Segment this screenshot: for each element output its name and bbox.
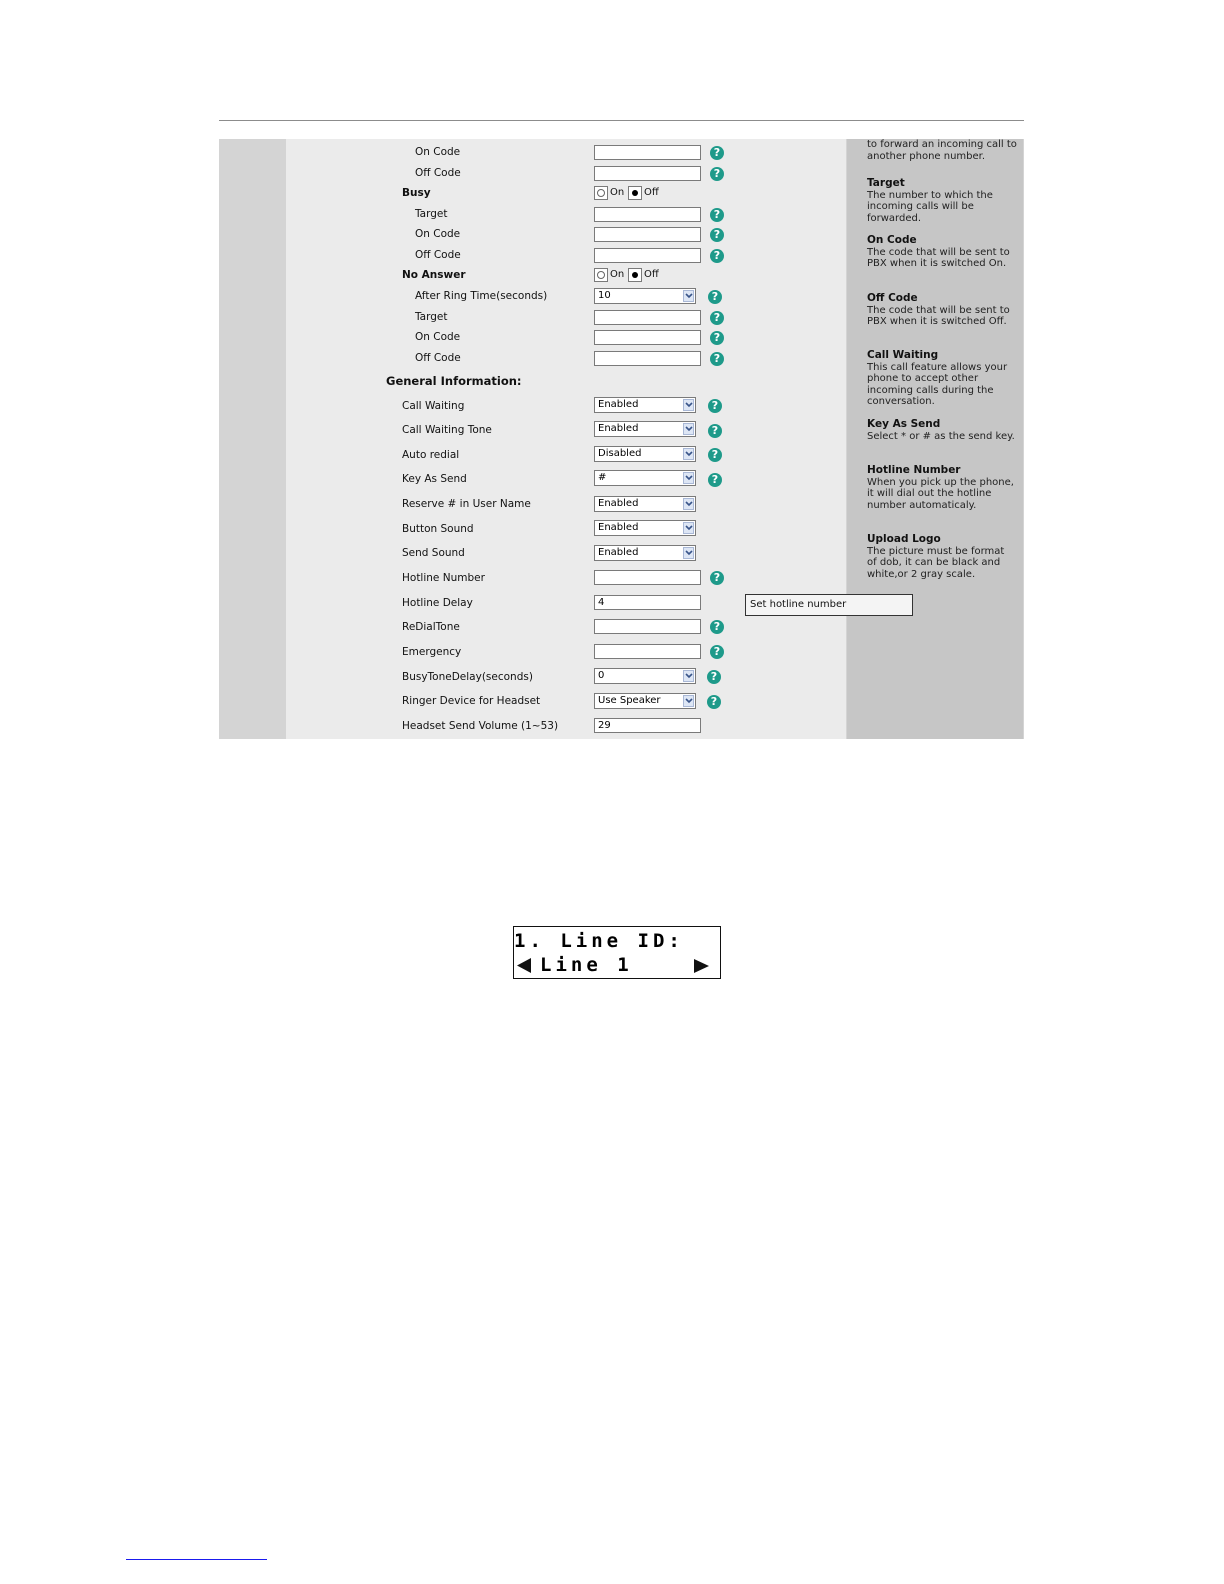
help-item-text: Select * or # as the send key. [867, 430, 1015, 442]
chevron-down-icon[interactable] [683, 522, 694, 534]
left-arrow-icon [516, 957, 532, 974]
forward-on-code-label: On Code [415, 146, 461, 158]
question-mark-icon[interactable]: ? [710, 208, 724, 222]
question-mark-icon[interactable]: ? [707, 695, 721, 709]
headset-send-volume-label: Headset Send Volume (1~53) [402, 720, 559, 732]
question-mark-icon[interactable]: ? [708, 473, 722, 487]
help-sidebar [847, 139, 1023, 739]
forward-off-code-label: Off Code [415, 167, 461, 179]
chevron-down-icon[interactable] [683, 547, 694, 559]
reserve-hash-label: Reserve # in User Name [402, 498, 531, 510]
call-waiting-value: Enabled [598, 399, 639, 410]
no-answer-target-label: Target [415, 311, 448, 323]
send-sound-select[interactable] [594, 545, 696, 561]
ringer-device-value: Use Speaker [598, 695, 661, 706]
help-item-call-waiting [867, 350, 1017, 408]
busy-radio-group [594, 186, 674, 200]
auto-redial-label: Auto redial [402, 449, 460, 461]
help-item-text: The code that will be sent to PBX when it is switched On. [867, 246, 1010, 269]
no-answer-off-radio[interactable] [628, 268, 642, 282]
help-item-title: Off Code [867, 292, 918, 304]
no-answer-radio-group [594, 268, 674, 282]
chevron-down-icon[interactable] [683, 670, 694, 682]
busy-tone-delay-select[interactable] [594, 668, 696, 684]
tooltip: Set hotline number [745, 594, 913, 616]
help-item-text: The picture must be format of dob, it can be black and white,or 2 gray scale. [867, 545, 1005, 580]
busy-label: Busy [402, 187, 431, 199]
help-item-target [867, 178, 1017, 224]
forward-on-code-input[interactable] [594, 145, 701, 160]
call-waiting-tone-value: Enabled [598, 423, 639, 434]
ringer-device-label: Ringer Device for Headset [402, 695, 541, 707]
button-sound-label: Button Sound [402, 523, 474, 535]
chevron-down-icon[interactable] [683, 448, 694, 460]
question-mark-icon[interactable]: ? [708, 290, 722, 304]
no-answer-off-label: Off [644, 269, 659, 280]
chevron-down-icon[interactable] [683, 399, 694, 411]
settings-form-panel [286, 139, 846, 739]
key-as-send-value: # [598, 472, 607, 483]
question-mark-icon[interactable]: ? [710, 352, 724, 366]
help-item-title: Call Waiting [867, 349, 939, 361]
call-waiting-tone-label: Call Waiting Tone [402, 424, 492, 436]
chevron-down-icon[interactable] [683, 498, 694, 510]
auto-redial-value: Disabled [598, 448, 642, 459]
busy-target-input[interactable] [594, 207, 701, 222]
lcd-line-1: 1. Line ID: [514, 930, 684, 952]
general-information-heading: General Information: [386, 374, 522, 388]
help-item-title: On Code [867, 234, 917, 246]
question-mark-icon[interactable]: ? [708, 399, 722, 413]
question-mark-icon[interactable]: ? [710, 620, 724, 634]
question-mark-icon[interactable]: ? [710, 228, 724, 242]
question-mark-icon[interactable]: ? [710, 167, 724, 181]
no-answer-off-code-label: Off Code [415, 352, 461, 364]
no-answer-label: No Answer [402, 269, 466, 281]
busy-on-radio[interactable] [594, 186, 608, 200]
busy-off-radio[interactable] [628, 186, 642, 200]
question-mark-icon[interactable]: ? [708, 424, 722, 438]
call-waiting-label: Call Waiting [402, 400, 465, 412]
call-waiting-select[interactable] [594, 397, 696, 413]
auto-redial-select[interactable] [594, 446, 696, 462]
busy-on-code-label: On Code [415, 228, 461, 240]
help-item-upload-logo [867, 534, 1017, 580]
send-sound-label: Send Sound [402, 547, 465, 559]
question-mark-icon[interactable]: ? [707, 670, 721, 684]
ringer-device-select[interactable] [594, 693, 696, 709]
after-ring-time-label: After Ring Time(seconds) [415, 290, 548, 302]
emergency-label: Emergency [402, 646, 462, 658]
question-mark-icon[interactable]: ? [710, 311, 724, 325]
lcd-display [513, 926, 721, 979]
help-item-title: Hotline Number [867, 464, 961, 476]
question-mark-icon[interactable]: ? [708, 448, 722, 462]
busy-on-code-input[interactable] [594, 227, 701, 242]
emergency-input[interactable] [594, 644, 701, 659]
busy-on-label: On [610, 187, 625, 198]
hotline-delay-input[interactable]: 4 [594, 595, 701, 610]
button-sound-value: Enabled [598, 522, 639, 533]
no-answer-on-code-input[interactable] [594, 330, 701, 345]
footer-link-underline[interactable] [126, 1559, 267, 1560]
help-item-title: Key As Send [867, 418, 941, 430]
redial-tone-input[interactable] [594, 619, 701, 634]
right-arrow-icon [693, 958, 710, 974]
no-answer-on-code-label: On Code [415, 331, 461, 343]
button-sound-select[interactable] [594, 520, 696, 536]
chevron-down-icon[interactable] [683, 695, 694, 707]
after-ring-time-value: 10 [598, 290, 611, 301]
help-intro-text: to forward an incoming call to another phone number. [867, 139, 1017, 162]
help-item-text: When you pick up the phone, it will dial out the hotline number automaticaly. [867, 476, 1014, 511]
reserve-hash-value: Enabled [598, 498, 639, 509]
help-item-title: Upload Logo [867, 533, 941, 545]
question-mark-icon[interactable]: ? [710, 249, 724, 263]
chevron-down-icon[interactable] [683, 290, 694, 302]
busy-target-label: Target [415, 208, 448, 220]
help-item-text: The code that will be sent to PBX when it is switched Off. [867, 304, 1010, 327]
after-ring-time-select[interactable] [594, 288, 696, 304]
no-answer-on-radio[interactable] [594, 268, 608, 282]
forward-off-code-input[interactable] [594, 166, 701, 181]
question-mark-icon[interactable]: ? [710, 331, 724, 345]
question-mark-icon[interactable]: ? [710, 645, 724, 659]
chevron-down-icon[interactable] [683, 472, 694, 484]
page-header-rule [219, 120, 1024, 121]
busy-tone-delay-label: BusyToneDelay(seconds) [402, 671, 533, 683]
help-item-key-as-send [867, 419, 1017, 442]
help-item-title: Target [867, 177, 905, 189]
settings-screenshot [219, 139, 1024, 739]
busy-off-code-label: Off Code [415, 249, 461, 261]
busy-off-code-input[interactable] [594, 248, 701, 263]
lcd-line-2: Line 1 [540, 954, 633, 976]
hotline-number-label: Hotline Number [402, 572, 485, 584]
hotline-delay-label: Hotline Delay [402, 597, 473, 609]
help-item-off-code [867, 293, 1017, 328]
busy-tone-delay-value: 0 [598, 670, 605, 681]
no-answer-target-input[interactable] [594, 310, 701, 325]
call-waiting-tone-select[interactable] [594, 421, 696, 437]
help-item-text: The number to which the incoming calls will be forwarded. [867, 189, 993, 224]
send-sound-value: Enabled [598, 547, 639, 558]
reserve-hash-select[interactable] [594, 496, 696, 512]
busy-off-label: Off [644, 187, 659, 198]
question-mark-icon[interactable]: ? [710, 146, 724, 160]
redial-tone-label: ReDialTone [402, 621, 460, 633]
hotline-number-input[interactable] [594, 570, 701, 585]
question-mark-icon[interactable]: ? [710, 571, 724, 585]
help-intro [867, 139, 1017, 162]
chevron-down-icon[interactable] [683, 423, 694, 435]
help-item-on-code [867, 235, 1017, 270]
key-as-send-label: Key As Send [402, 473, 467, 485]
no-answer-on-label: On [610, 269, 625, 280]
headset-send-volume-input[interactable]: 29 [594, 718, 701, 733]
no-answer-off-code-input[interactable] [594, 351, 701, 366]
help-item-text: This call feature allows your phone to accept other incoming calls during the conversation. [867, 361, 1008, 407]
key-as-send-select[interactable] [594, 470, 696, 486]
help-item-hotline-number [867, 465, 1017, 511]
